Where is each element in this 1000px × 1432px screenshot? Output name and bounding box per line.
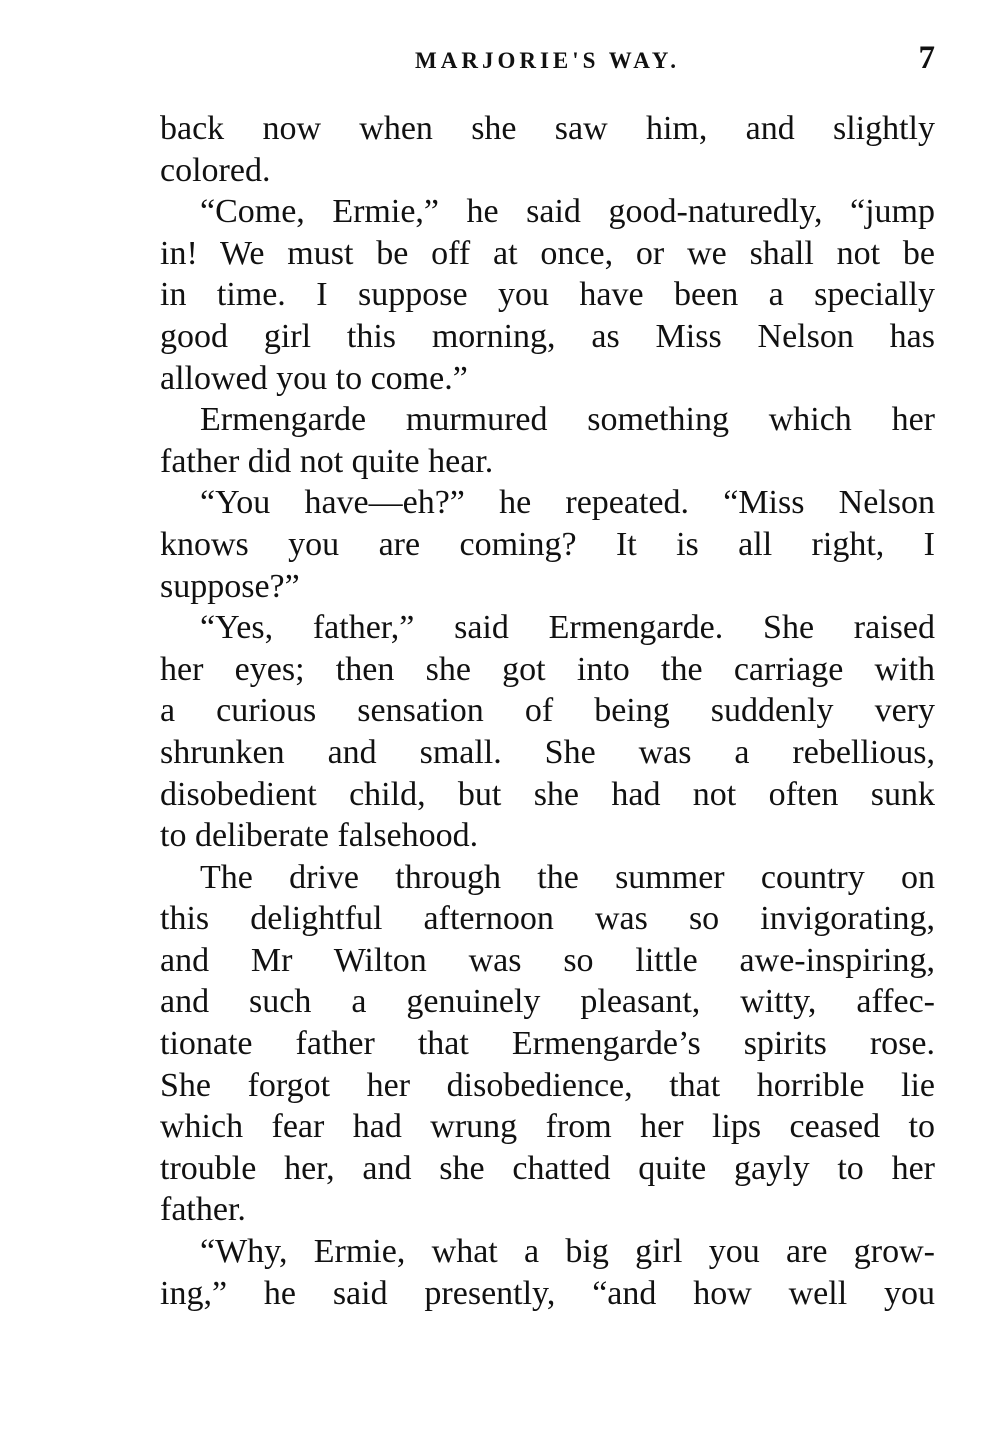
text-line: Ermengarde murmured something which her <box>200 401 935 439</box>
text-line: this delightful afternoon was so invigorating, <box>160 900 935 938</box>
text-line: good girl this morning, as Miss Nelson has <box>160 317 935 355</box>
text-line: which fear had wrung from her lips ceased to <box>160 1108 935 1146</box>
text-line: tionate father that Ermengarde’s spirits rose. <box>160 1025 935 1063</box>
text-line: a curious sensation of being suddenly very <box>160 692 935 730</box>
text-line: “Why, Ermie, what a big girl you are grow- <box>200 1233 935 1271</box>
text-line: disobedient child, but she had not often sunk <box>160 775 935 813</box>
text-line: trouble her, and she chatted quite gayly to her <box>160 1149 935 1187</box>
running-title: MARJORIE'S WAY. <box>415 48 680 73</box>
running-head <box>160 40 935 80</box>
text-line: allowed you to come.” <box>160 359 468 397</box>
text-line: colored. <box>160 151 271 189</box>
text-line: “Yes, father,” said Ermengarde. She raised <box>200 609 935 647</box>
text-line: ing,” he said presently, “and how well you <box>160 1274 935 1312</box>
text-line: in! We must be off at once, or we shall not be <box>160 234 935 272</box>
text-line: and Mr Wilton was so little awe-inspiring, <box>160 941 935 979</box>
text-line: knows you are coming? It is all right, I <box>160 525 935 563</box>
text-line: back now when she saw him, and slightly <box>160 110 935 147</box>
text-line: to deliberate falsehood. <box>160 817 479 855</box>
text-line: “Come, Ermie,” he said good-naturedly, “jump <box>200 193 935 231</box>
text-line: shrunken and small. She was a rebellious, <box>160 733 935 771</box>
text-line: father did not quite hear. <box>160 442 494 480</box>
text-line: She forgot her disobedience, that horrible lie <box>160 1066 935 1104</box>
text-line: in time. I suppose you have been a specially <box>160 276 935 314</box>
text-line: and such a genuinely pleasant, witty, affec- <box>160 983 935 1021</box>
text-line: “You have—eh?” he repeated. “Miss Nelson <box>200 484 935 522</box>
page-number: 7 <box>918 40 935 76</box>
text-line: her eyes; then she got into the carriage with <box>160 650 935 688</box>
text-line: suppose?” <box>160 567 300 605</box>
text-line: father. <box>160 1191 246 1229</box>
text-line: The drive through the summer country on <box>200 858 935 896</box>
body-text <box>160 108 935 1314</box>
